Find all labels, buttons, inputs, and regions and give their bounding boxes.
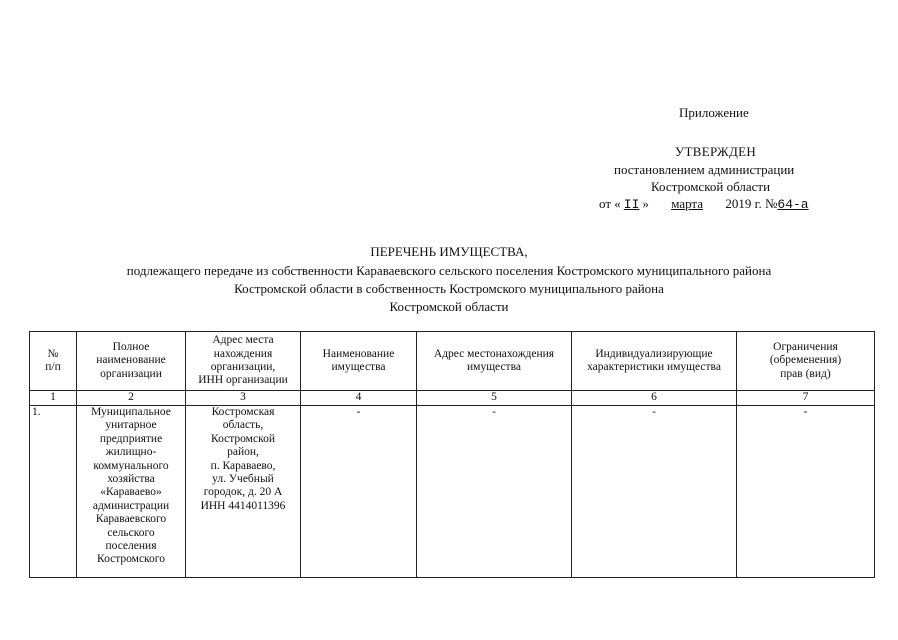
col-header-property-address: Адрес местонахождения имущества xyxy=(417,332,572,391)
property-restrictions: - xyxy=(737,406,875,578)
column-number: 2 xyxy=(77,391,186,406)
date-day: II xyxy=(623,197,640,212)
date-month: марта xyxy=(671,196,704,211)
col-header-property-name: Наименование имущества xyxy=(301,332,417,391)
title-line-2: подлежащего передаче из собственности Караваевского сельского поселения Костромского муниципального района xyxy=(126,263,772,278)
col-header-restrictions: Ограничения (обременения) прав (вид) xyxy=(737,332,875,391)
appendix-label: Приложение xyxy=(679,105,749,120)
approved-label: УТВЕРЖДЕН xyxy=(675,144,757,159)
column-number: 4 xyxy=(301,391,417,406)
column-number: 6 xyxy=(572,391,737,406)
title-line-3: Костромской области в собственность Костромского муниципального района xyxy=(234,281,664,296)
row-number: 1. xyxy=(30,406,77,578)
property-name: - xyxy=(301,406,417,578)
date-mid: » xyxy=(642,196,649,211)
property-address: - xyxy=(417,406,572,578)
col-header-organization: Полное наименование организации xyxy=(77,332,186,391)
organization-address: Костромская область, Костромской район, п. Караваево, ул. Учебный городок, д. 20 А ИНН 4414011396 xyxy=(186,406,301,578)
table-row xyxy=(30,406,875,578)
column-number: 5 xyxy=(417,391,572,406)
resolution-label: постановлением администрации xyxy=(614,162,795,177)
header-row xyxy=(30,332,875,391)
property-characteristics: - xyxy=(572,406,737,578)
title-line-4: Костромской области xyxy=(389,299,509,314)
column-number-row xyxy=(30,391,875,406)
column-number: 1 xyxy=(30,391,77,406)
title-line-1: ПЕРЕЧЕНЬ ИМУЩЕСТВА, xyxy=(370,244,528,259)
col-header-number: № п/п xyxy=(30,332,77,391)
region-label: Костромской области xyxy=(651,179,771,194)
col-header-org-address: Адрес места нахождения организации, ИНН организации xyxy=(186,332,301,391)
organization-name: Муниципальное унитарное предприятие жилищно- коммунального хозяйства «Караваево» администрации Караваевского сельского поселения Костромского xyxy=(77,406,186,578)
resolution-date xyxy=(599,196,811,213)
column-number: 3 xyxy=(186,391,301,406)
column-number: 7 xyxy=(737,391,875,406)
col-header-characteristics: Индивидуализирующие характеристики имущества xyxy=(572,332,737,391)
property-table xyxy=(29,331,875,578)
date-prefix: от « xyxy=(599,196,621,211)
date-year: 2019 г. № xyxy=(725,196,778,211)
date-number: 64-а xyxy=(777,197,809,212)
